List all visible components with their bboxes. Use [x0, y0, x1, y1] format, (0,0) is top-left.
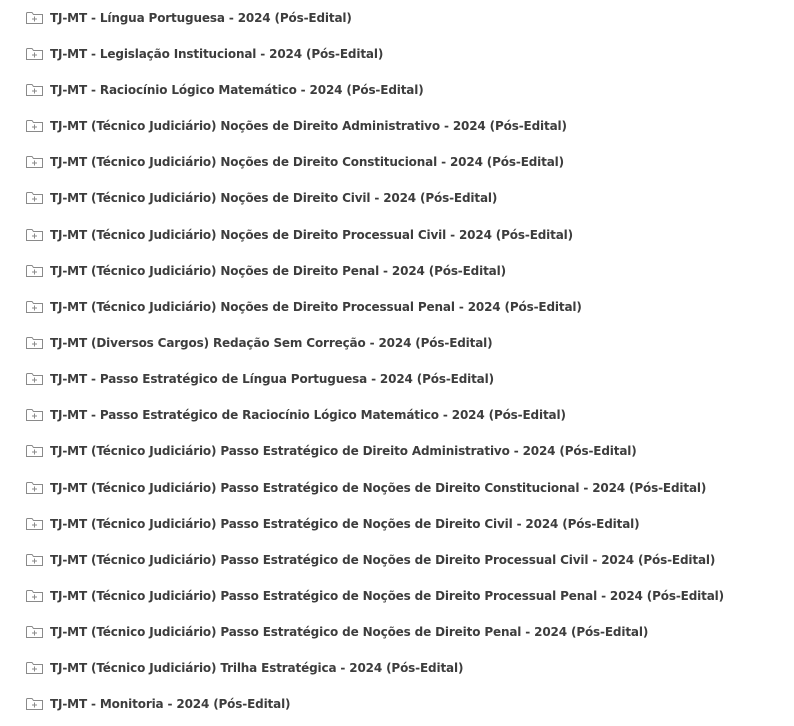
folder-item[interactable]: [0, 361, 790, 397]
folder-plus-icon[interactable]: [26, 517, 43, 531]
folder-item[interactable]: [0, 506, 790, 542]
folder-plus-icon[interactable]: [26, 444, 43, 458]
folder-item[interactable]: [0, 470, 790, 506]
folder-plus-icon[interactable]: [26, 372, 43, 386]
folder-label[interactable]: TJ-MT - Raciocínio Lógico Matemático - 2024 (Pós-Edital): [50, 83, 424, 97]
folder-label[interactable]: TJ-MT - Passo Estratégico de Língua Portuguesa - 2024 (Pós-Edital): [50, 372, 494, 386]
folder-label[interactable]: TJ-MT - Monitoria - 2024 (Pós-Edital): [50, 697, 291, 711]
folder-label[interactable]: TJ-MT (Técnico Judiciário) Trilha Estratégica - 2024 (Pós-Edital): [50, 661, 464, 675]
folder-item[interactable]: [0, 108, 790, 144]
folder-label[interactable]: TJ-MT (Técnico Judiciário) Noções de Direito Civil - 2024 (Pós-Edital): [50, 191, 498, 205]
folder-label[interactable]: TJ-MT (Técnico Judiciário) Noções de Direito Processual Penal - 2024 (Pós-Edital): [50, 300, 582, 314]
folder-plus-icon[interactable]: [26, 661, 43, 675]
folder-label[interactable]: TJ-MT - Língua Portuguesa - 2024 (Pós-Edital): [50, 11, 352, 25]
folder-label[interactable]: TJ-MT (Técnico Judiciário) Noções de Direito Processual Civil - 2024 (Pós-Edital): [50, 228, 573, 242]
folder-plus-icon[interactable]: [26, 11, 43, 25]
folder-item[interactable]: [0, 433, 790, 469]
folder-label[interactable]: TJ-MT (Técnico Judiciário) Noções de Direito Penal - 2024 (Pós-Edital): [50, 264, 506, 278]
folder-item[interactable]: [0, 686, 790, 722]
folder-plus-icon[interactable]: [26, 697, 43, 711]
folder-plus-icon[interactable]: [26, 47, 43, 61]
folder-item[interactable]: [0, 542, 790, 578]
folder-label[interactable]: TJ-MT (Técnico Judiciário) Passo Estratégico de Noções de Direito Penal - 2024 (Pós-Edital): [50, 625, 649, 639]
folder-plus-icon[interactable]: [26, 155, 43, 169]
folder-item[interactable]: [0, 217, 790, 253]
folder-label[interactable]: TJ-MT (Técnico Judiciário) Passo Estratégico de Noções de Direito Processual Civil - 2024 (Pós-Edital): [50, 553, 716, 567]
folder-plus-icon[interactable]: [26, 589, 43, 603]
folder-label[interactable]: TJ-MT (Técnico Judiciário) Noções de Direito Administrativo - 2024 (Pós-Edital): [50, 119, 567, 133]
folder-item[interactable]: [0, 289, 790, 325]
folder-item[interactable]: [0, 72, 790, 108]
folder-plus-icon[interactable]: [26, 191, 43, 205]
folder-label[interactable]: TJ-MT (Técnico Judiciário) Passo Estratégico de Noções de Direito Constitucional - 2024 (Pós-Edital): [50, 481, 707, 495]
folder-item[interactable]: [0, 253, 790, 289]
folder-label[interactable]: TJ-MT (Técnico Judiciário) Passo Estratégico de Noções de Direito Processual Penal - 2024 (Pós-Edital): [50, 589, 724, 603]
folder-label[interactable]: TJ-MT - Legislação Institucional - 2024 (Pós-Edital): [50, 47, 384, 61]
folder-item[interactable]: [0, 36, 790, 72]
folder-label[interactable]: TJ-MT (Técnico Judiciário) Passo Estratégico de Noções de Direito Civil - 2024 (Pós-Edital): [50, 517, 640, 531]
folder-label[interactable]: TJ-MT - Passo Estratégico de Raciocínio Lógico Matemático - 2024 (Pós-Edital): [50, 408, 566, 422]
folder-label[interactable]: TJ-MT (Técnico Judiciário) Noções de Direito Constitucional - 2024 (Pós-Edital): [50, 155, 564, 169]
folder-plus-icon[interactable]: [26, 300, 43, 314]
folder-plus-icon[interactable]: [26, 481, 43, 495]
folder-plus-icon[interactable]: [26, 625, 43, 639]
folder-item[interactable]: [0, 614, 790, 650]
folder-plus-icon[interactable]: [26, 336, 43, 350]
folder-item[interactable]: [0, 144, 790, 180]
folder-item[interactable]: [0, 397, 790, 433]
folder-plus-icon[interactable]: [26, 119, 43, 133]
folder-item[interactable]: [0, 325, 790, 361]
folder-item[interactable]: [0, 180, 790, 216]
folder-item[interactable]: [0, 0, 790, 36]
folder-item[interactable]: [0, 578, 790, 614]
folder-label[interactable]: TJ-MT (Técnico Judiciário) Passo Estratégico de Direito Administrativo - 2024 (Pós-Edital): [50, 444, 637, 458]
folder-plus-icon[interactable]: [26, 264, 43, 278]
folder-item[interactable]: [0, 650, 790, 686]
folder-plus-icon[interactable]: [26, 408, 43, 422]
folder-plus-icon[interactable]: [26, 553, 43, 567]
folder-label[interactable]: TJ-MT (Diversos Cargos) Redação Sem Correção - 2024 (Pós-Edital): [50, 336, 493, 350]
folder-plus-icon[interactable]: [26, 83, 43, 97]
folder-plus-icon[interactable]: [26, 228, 43, 242]
